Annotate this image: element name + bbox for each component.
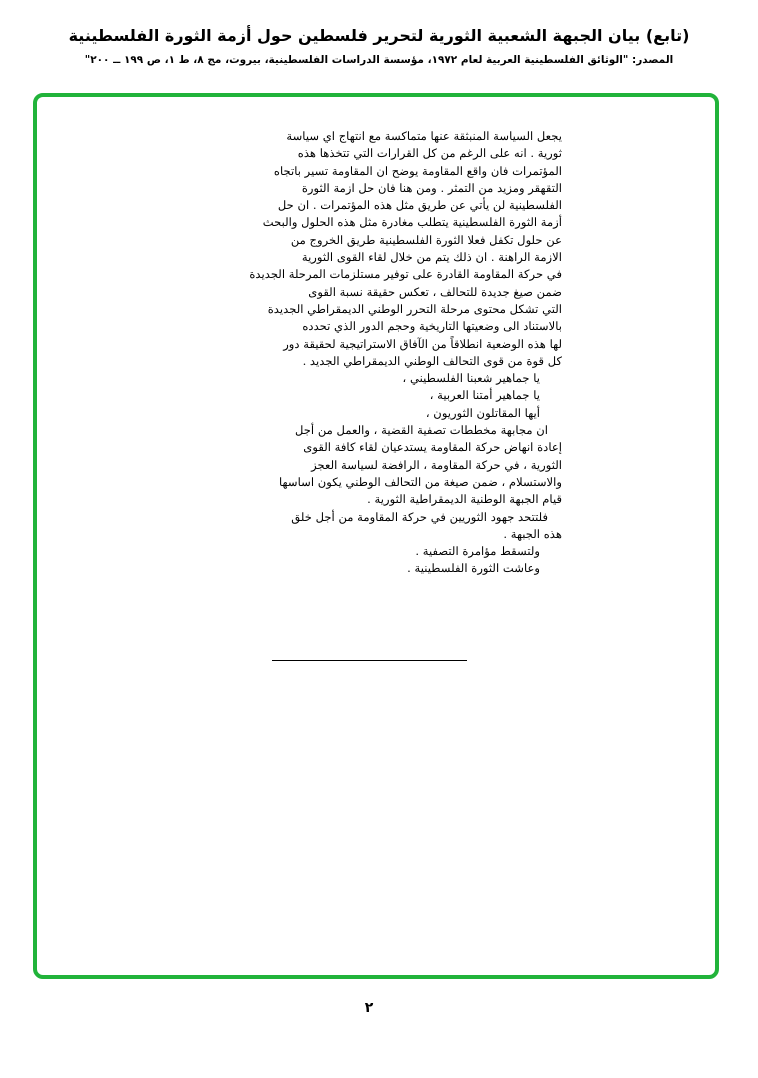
body-line: ثورية . انه على الرغم من كل القرارات التي تتخذها هذه — [297, 146, 562, 161]
body-line: التقهقر ومزيد من التمثر . ومن هنا فان حل ازمة الثورة — [301, 180, 562, 195]
salutation-line: يا جماهير شعبنا الفلسطيني ، — [402, 371, 540, 386]
body-line: يجعل السياسة المنبثقة عنها متماكسة مع انتهاج اي سياسة — [286, 129, 562, 143]
page-title: (تابع) بيان الجبهة الشعبية الثورية لتحرير فلسطين حول أزمة الثورة الفلسطينية — [68, 26, 690, 45]
statement-body — [212, 128, 562, 578]
body-line: بالاستناد الى وضعيتها التاريخية وحجم الدور الذي تحدده — [302, 319, 562, 334]
body-line: والاستسلام ، ضمن صيغة من التحالف الوطني يكون اساسها — [279, 474, 562, 489]
body-line: هذه الجبهة . — [503, 526, 562, 541]
body-line: التي تشكل محتوى مرحلة التحرر الوطني الديمقراطي الجديدة — [267, 301, 562, 316]
body-line: قيام الجبهة الوطنية الديمقراطية الثورية . — [367, 492, 562, 507]
source-citation: المصدر: "الوثائق الفلسطينية العربية لعام ١٩٧٢، مؤسسة الدراسات الفلسطينية، بيروت، مج ٨، ط ١، ص ١٩٩ ــ ٢٠٠" — [84, 54, 674, 66]
body-line: ضمن صيغ جديدة للتحالف ، تعكس حقيقة نسبة القوى — [308, 284, 562, 299]
body-line: ان مجابهة مخططات تصفية القضية ، والعمل من أجل — [294, 423, 548, 438]
body-line: أزمة الثورة الفلسطينية يتطلب مغادرة مثل هذه الحلول والبحث — [262, 215, 562, 230]
body-line: إعادة انهاض حركة المقاومة يستدعيان لقاء كافة القوى — [303, 440, 562, 455]
body-line: في حركة المقاومة القادرة على توفير مستلزمات المرحلة الجديدة — [249, 267, 562, 282]
body-line: فلتتحد جهود الثوريين في حركة المقاومة من أجل خلق — [291, 509, 548, 524]
body-line: الثورية ، في حركة المقاومة ، الرافضة لسياسة العجز — [311, 457, 562, 472]
body-line: المؤتمرات فان واقع المقاومة يوضح ان المقاومة تسير باتجاه — [273, 163, 562, 178]
salutation-line: أيها المقاتلون الثوريون ، — [425, 405, 540, 420]
body-line: لها هذه الوضعية انطلاقاً من الآفاق الاستراتيجية لحقيقة دور — [283, 336, 562, 351]
body-line: الفلسطينية لن يأتي عن طريق مثل هذه المؤتمرات . ان حل — [277, 198, 562, 213]
body-line: الازمة الراهنة . ان ذلك يتم من خلال لقاء القوى الثورية — [301, 250, 562, 265]
closing-line: ولتسقط مؤامرة التصفية . — [415, 544, 540, 559]
closing-line: وعاشت الثورة الفلسطينية . — [407, 561, 540, 576]
page-number: ٢ — [364, 1000, 374, 1016]
salutation-line: يا جماهير أمتنا العربية ، — [429, 388, 540, 403]
end-rule — [272, 660, 467, 661]
body-line: عن حلول تكفل فعلا الثورة الفلسطينية طريق الخروج من — [290, 232, 562, 247]
body-line: كل قوة من قوى التحالف الوطني الديمقراطي الجديد . — [302, 353, 562, 368]
